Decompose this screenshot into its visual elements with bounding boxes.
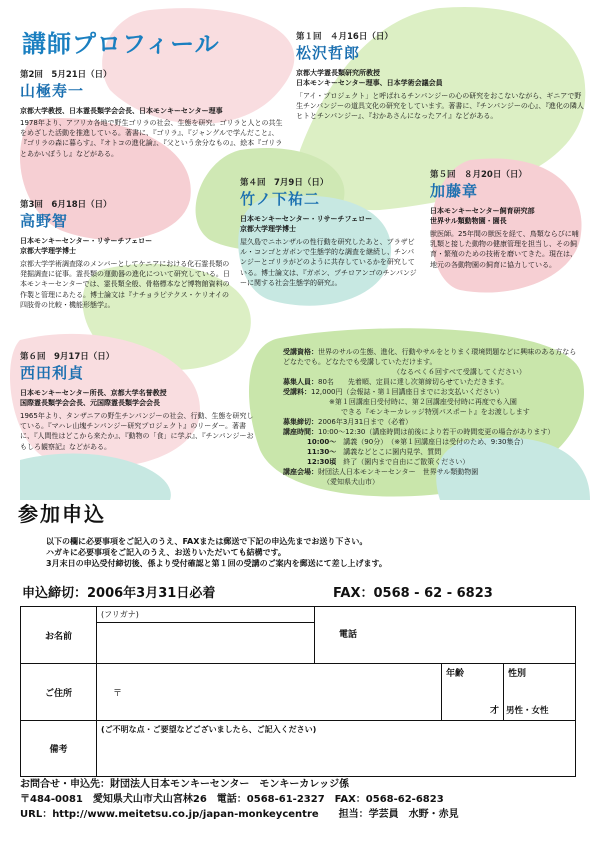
notes-field[interactable]: [97, 721, 576, 777]
lecturer-bio: 獣医師。25年間の獣医を経て、鳥類ならびに哺乳類と接した動物の健康管理を担当し、その飼育・繁殖のための技術を磨いてきた。現在は、地元の各動物園の飼育に協力している。: [430, 230, 579, 269]
info-row: 募集締切：2006年3月31日まで（必着）: [283, 418, 413, 426]
lecturer-affiliation: 京都大学霊長類研究所教授 日本モンキーセンター理事、日本学術会議会員: [296, 69, 443, 87]
session-5: [430, 168, 580, 270]
lecturer-bio: 屋久島でニホンザルの性行動を研究したあと、ブラザビル・コンゴとガボンで生態学的な調査を継続し、チンパンジーとゴリラがどのように共存しているかを研究している。博士論文は、『ガボン、プチロアンゴのチンパンジーに関する社会生態学的研究』。: [240, 238, 417, 287]
info-row: 募集人員：80名 先着順、定員に達し次第締切らせていただきます。: [283, 378, 509, 386]
info-row: 講座時間：10:00～12:30（講座時間は前後により若干の時間変更の場合があります）: [283, 428, 555, 436]
session-header: 第５回 ８月20日（日）: [430, 170, 527, 180]
contact-line-1: お問合せ・申込先：財団法人日本モンキーセンター モンキーカレッジ係: [20, 779, 350, 790]
age-label: 年齢: [446, 669, 465, 679]
lecturer-name: 山極寿一: [20, 82, 85, 100]
session-6: [20, 350, 255, 452]
postal-mark: 〒: [113, 688, 123, 699]
session-header: 第１回 ４月16日（日）: [296, 32, 393, 42]
lecturer-name: 加藤章: [430, 182, 479, 200]
gender-label: 性別: [508, 669, 527, 679]
session-header: 第６回 9月17日（日）: [20, 352, 115, 362]
info-row: 12:30頃 終了（園内まで自由にご散策ください）: [307, 458, 470, 466]
name-field[interactable]: [97, 607, 315, 664]
gender-options: 男性・女性: [506, 706, 549, 716]
session-header: 第４回 7月9日（日）: [240, 178, 329, 188]
session-header: 第2回 5月21日（日）: [20, 70, 112, 80]
course-info: [283, 347, 578, 487]
age-field[interactable]: [442, 664, 504, 721]
fax-number: FAX：0568 - 62 - 6823: [333, 586, 493, 601]
age-unit: 才: [489, 706, 499, 716]
lecturer-affiliation: 日本モンキーセンター所長、京都大学名誉教授 国際霊長類学会会長、元国際霊長類学会会長: [20, 389, 167, 407]
lecturer-name: 西田利貞: [20, 364, 85, 382]
info-row: 受講料：12,000円（会報誌・第１回講座日までにお支払いください）: [283, 388, 504, 396]
info-row: （なるべく６回すべて受講してください）: [393, 368, 526, 376]
session-header: 第3回 6月18日（日）: [20, 200, 112, 210]
info-row: 講座会場：財団法人日本モンキーセンター 世界サル類動物園: [283, 468, 479, 476]
lecturer-affiliation: 京都大学教授、日本霊長類学会会長、日本モンキーセンター理事: [20, 107, 223, 115]
lecturer-bio: 「アイ・プロジェクト」と呼ばれるチンパンジーの心の研究をおこないながら、ギニアで野生チンパンジーの道具文化の研究をしています。著書に、『チンパンジーの心』、『進化の隣人ヒトとチンパンジー』、『おかあさんになったアイ』などがある。: [296, 92, 584, 121]
phone-label: 電話: [339, 630, 358, 640]
deadline: 申込締切：2006年3月31日必着: [22, 586, 216, 601]
session-4: [240, 176, 420, 288]
lecturer-name: 高野智: [20, 212, 69, 230]
info-row: 10:00～ 講義（90分） （※第１回講座日は受付のため、9:30集合）: [307, 438, 528, 446]
application-intro: 以下の欄に必要事項をご記入のうえ、FAXまたは郵送で下記の申込先までお送り下さい。 ハガキに必要事項をご記入のうえ、お送りいただいても結構です。 3月末日の申込受付締切後、係より受付確認と第１回の受講のご案内を郵送にて差し上げます。: [46, 537, 387, 568]
lecturer-name: 竹ノ下祐二: [240, 190, 321, 208]
furigana-label: (フリガナ): [97, 607, 314, 623]
application-form: [20, 606, 576, 777]
info-row: （愛知県犬山市）: [323, 478, 379, 486]
address-label: ご住所: [21, 664, 97, 721]
info-row: ※第１回講座日受付時に、第２回講座受付時に再度でも入園: [329, 398, 517, 406]
lecturer-affiliation: 日本モンキーセンター・リサーチフェロー 京都大学理学博士: [20, 237, 153, 255]
lecturer-affiliation: 日本モンキーセンター・リサーチフェロー 京都大学理学博士: [240, 215, 373, 233]
page-title: 講師プロフィール: [22, 30, 220, 58]
application-title: 参加申込: [18, 502, 106, 526]
name-label: お名前: [21, 607, 97, 664]
session-3: [20, 198, 235, 310]
lecturer-affiliation: 日本モンキーセンター飼育研究部 世界サル類動物園・園長: [430, 207, 535, 225]
session-1: [296, 30, 586, 122]
session-2: [20, 68, 285, 159]
lecturer-bio: 1965年より、タンザニアの野生チンパンジーの社会、行動、生態を研究している。『マハレ山塊チンパンジー研究プロジェクト』のリーダー。著書に、『人間性はどこから来たか』、『動物の「食」に学ぶ』、『チンパンジーおもしろ観察記』などがある。: [20, 412, 254, 451]
info-row: 11:30～ 講義などとこに園内見学、質問: [307, 448, 442, 456]
info-row: できる『モンキーカレッジ特別パスポート』をお渡しします: [341, 408, 530, 416]
info-row: 受講資格：世界のサルの生態、進化、行動やサルをとりまく環境問題などに興味のある方ならどなたでも。どなたでも受講していただけます。: [283, 348, 577, 366]
gender-field[interactable]: [504, 664, 576, 721]
address-field[interactable]: [97, 664, 442, 721]
lecturer-bio: 1978年より、アフリカ各地で野生ゴリラの社会、生態を研究。ゴリラと人との共生をめざした活動を推進している。著書に、『ゴリラ』、『ジャングルで学んだこと』、『ゴリラの森に暮らす』、『オトコの進化論』、『父という余分なもの』、絵本『ゴリラとあかいぼうし』などがある。: [20, 119, 283, 158]
notes-label: 備考: [21, 721, 97, 777]
contact-info: [20, 777, 590, 822]
lecturer-bio: 京都大学学術調査隊のメンバーとしてケニアにおける化石霊長類の発掘調査に従事。霊長類の運動器の進化について研究している。日本モンキーセンターでは、霊長類全般、骨格標本など博物館資料の作製と管理にあたる。博士論文は『ナチョラピテクス・ケリオイの四肢骨の比較・機能形態学』。: [20, 260, 230, 309]
notes-hint: (ご不明な点・ご要望などございましたら、ご記入ください): [101, 725, 317, 734]
contact-line-2: 〒484-0081 愛知県犬山市犬山宮林26 電話：0568-61-2327 FAX：0568-62-6823: [20, 794, 444, 805]
contact-line-3: URL：http://www.meitetsu.co.jp/japan-monkeycentre 担当：学芸員 水野・赤見: [20, 809, 459, 820]
lecturer-name: 松沢哲郎: [296, 44, 361, 62]
phone-field[interactable]: [315, 607, 576, 664]
